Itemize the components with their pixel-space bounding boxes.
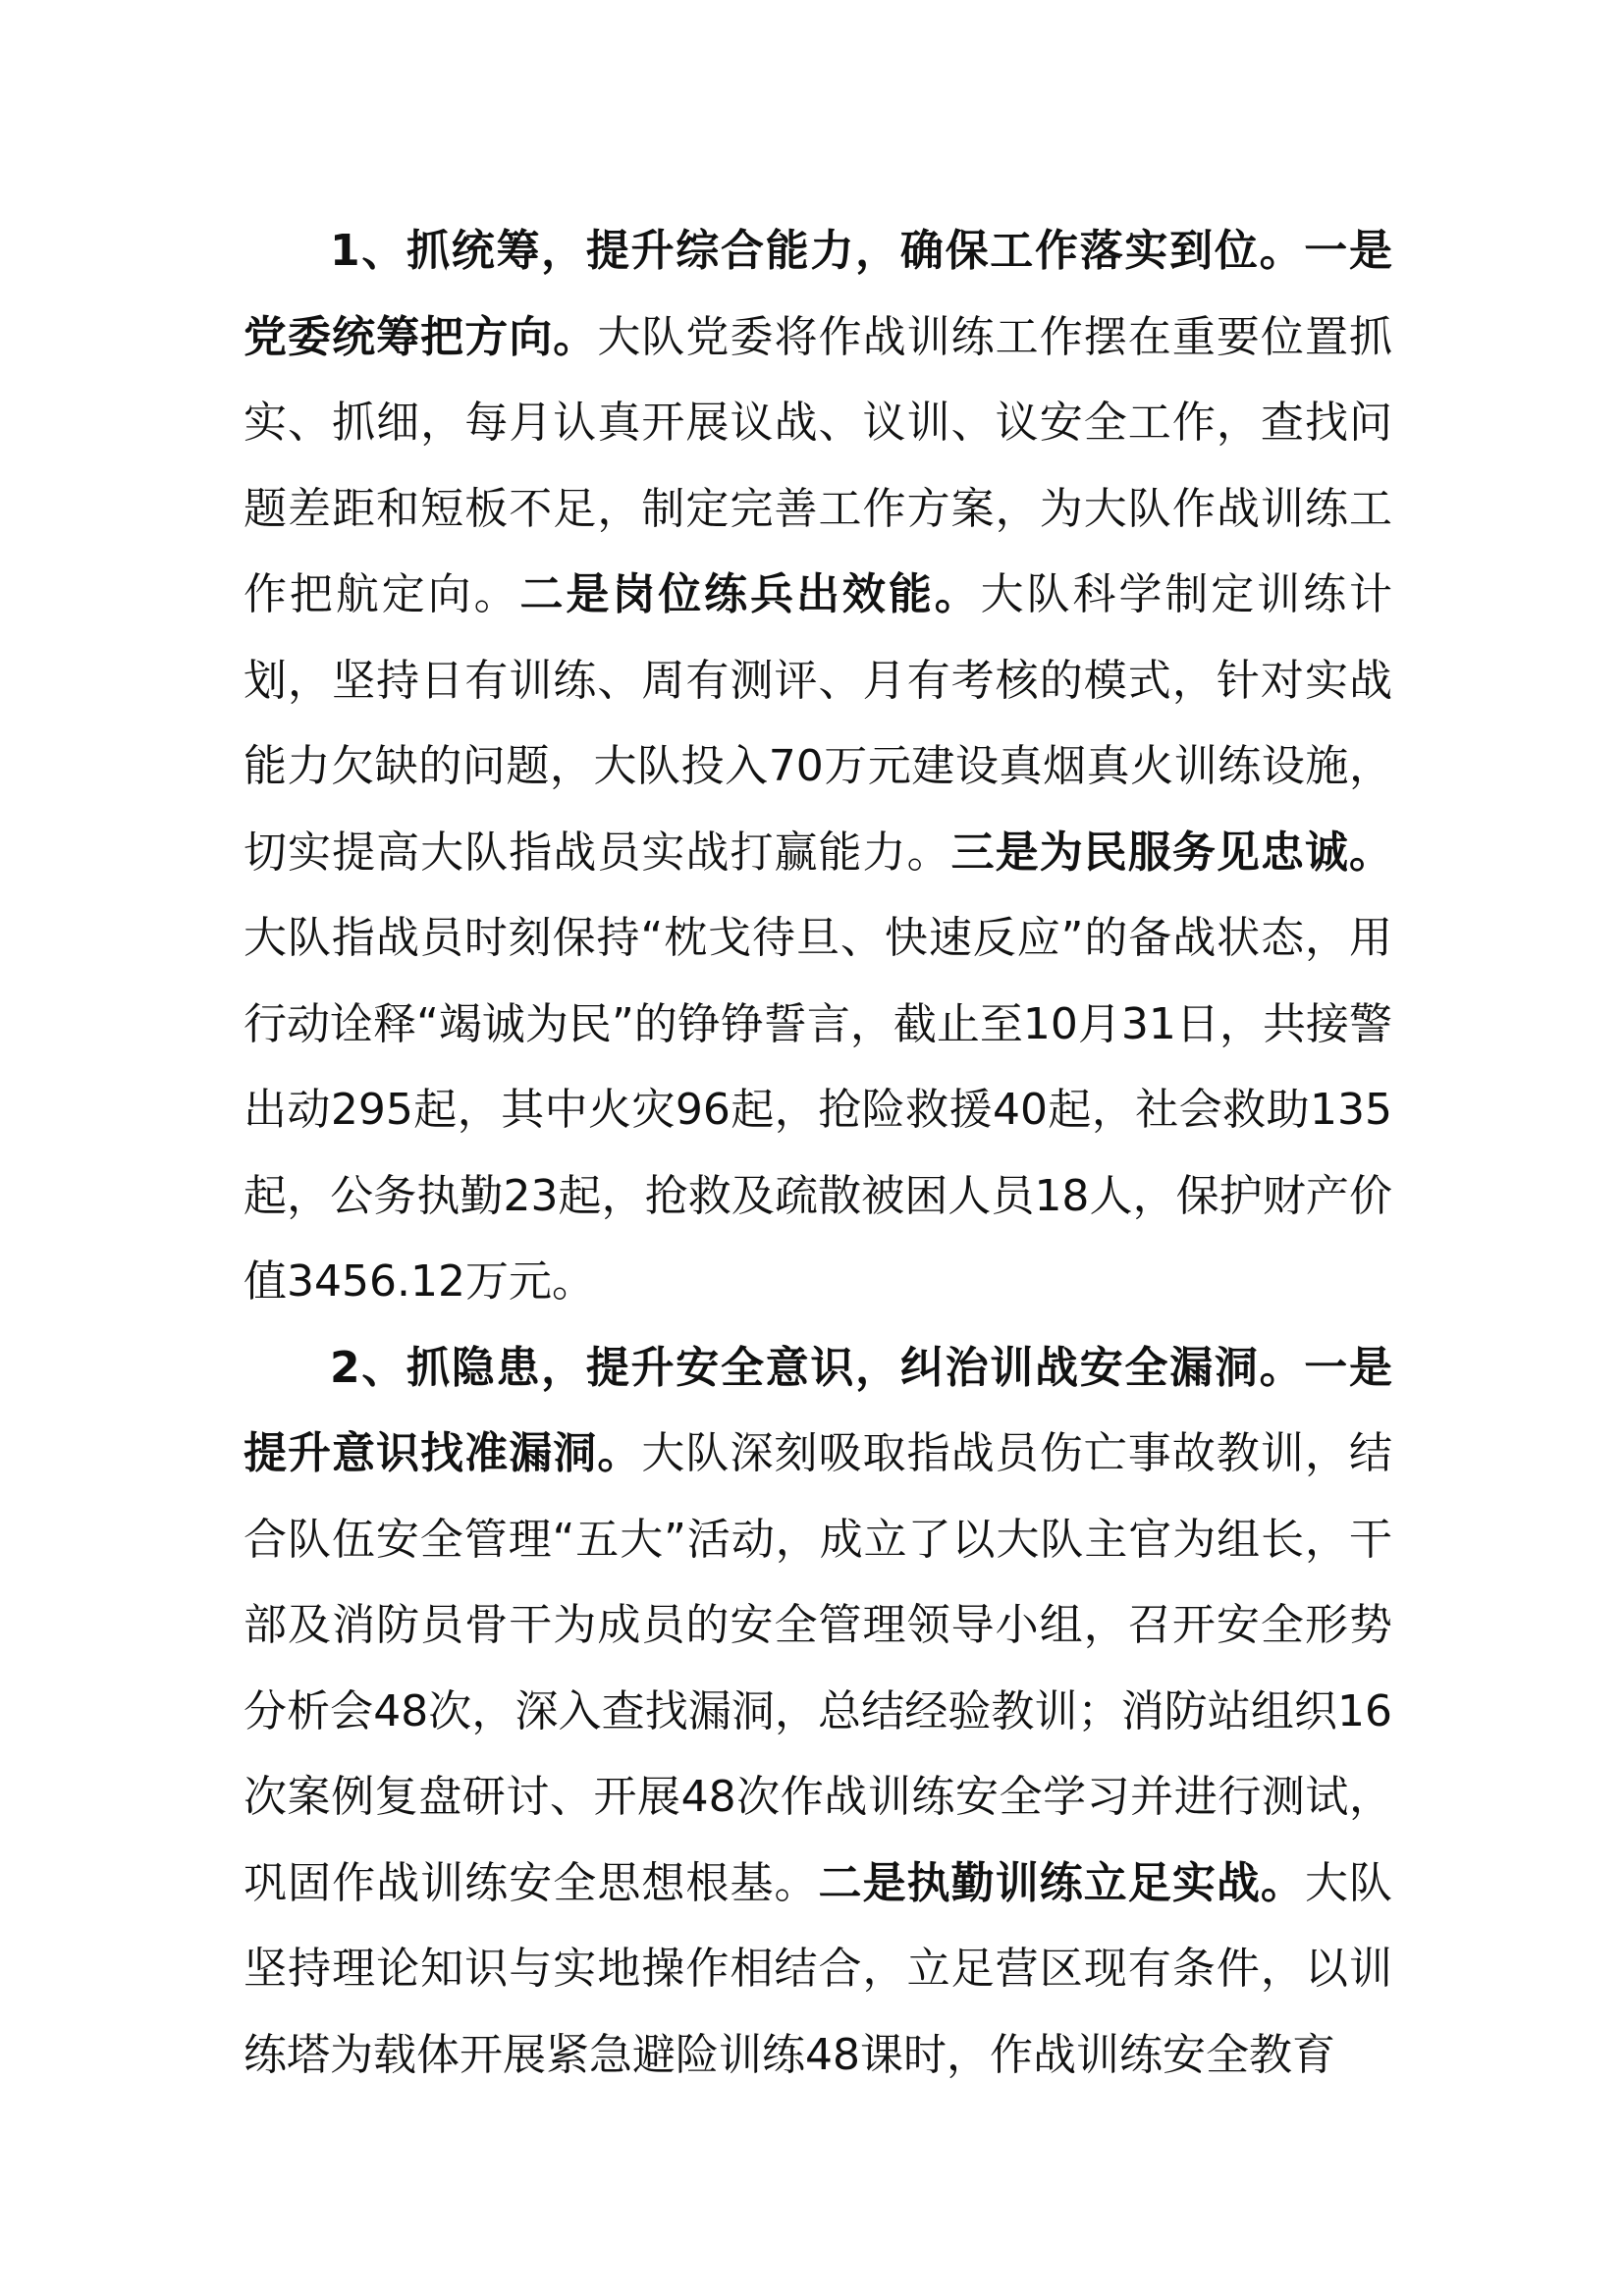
sub-heading-1-2: 二是岗位练兵出效能。 [519, 569, 981, 619]
sub-heading-1-3: 三是为民服务见忠诚。 [950, 827, 1392, 878]
sub-heading-1-1: 一是党委统筹把方向。 [244, 226, 1392, 362]
body-text-1-2: 大队科学制定训练计划，坚持日有训练、周有测评、月有考核的模式，针对实战能力欠缺的问题，大队投入70万元建设真烟真火训练设施，切实提高大队指战员实战打赢能力。 [244, 569, 1393, 878]
paragraph-1 [244, 208, 1392, 1325]
body-text-1-1: 大队党委将作战训练工作摆在重要位置抓实、抓细，每月认真开展议战、议训、议安全工作，查找问题差距和短板不足，制定完善工作方案，为大队作战训练工作把航定向。 [244, 311, 1393, 619]
body-text-1-3: 大队指战员时刻保持“枕戈待旦、快速反应”的备战状态，用行动诠释“竭诚为民”的铮铮誓言，截止至10月31日，共接警出动295起，其中火灾96起，抢险救援40起，社会救助135起，公务执勤23起，抢救及疏散被困人员18人，保护财产价值3456.12万元。 [244, 913, 1392, 1307]
paragraph-2 [244, 1325, 1392, 2099]
section-heading-2: 2、抓隐患，提升安全意识，纠治训战安全漏洞。 [330, 1342, 1305, 1393]
section-heading-1: 1、抓统筹，提升综合能力，确保工作落实到位。 [330, 226, 1305, 276]
sub-heading-2-1: 一是提升意识找准漏洞。 [244, 1342, 1392, 1478]
body-text-2-1: 大队深刻吸取指战员伤亡事故教训，结合队伍安全管理“五大”活动，成立了以大队主官为组长，干部及消防员骨干为成员的安全管理领导小组，召开安全形势分析会48次，深入查找漏洞，总结经验教训；消防站组织16次案例复盘研讨、开展48次作战训练安全学习并进行测试，巩固作战训练安全思想根基。 [244, 1428, 1392, 1908]
document-body [244, 208, 1392, 2098]
body-text-2-2: 大队坚持理论知识与实地操作相结合，立足营区现有条件，以训练塔为载体开展紧急避险训练48课时，作战训练安全教育 [244, 1857, 1393, 2080]
sub-heading-2-2: 二是执勤训练立足实战。 [818, 1857, 1305, 1908]
